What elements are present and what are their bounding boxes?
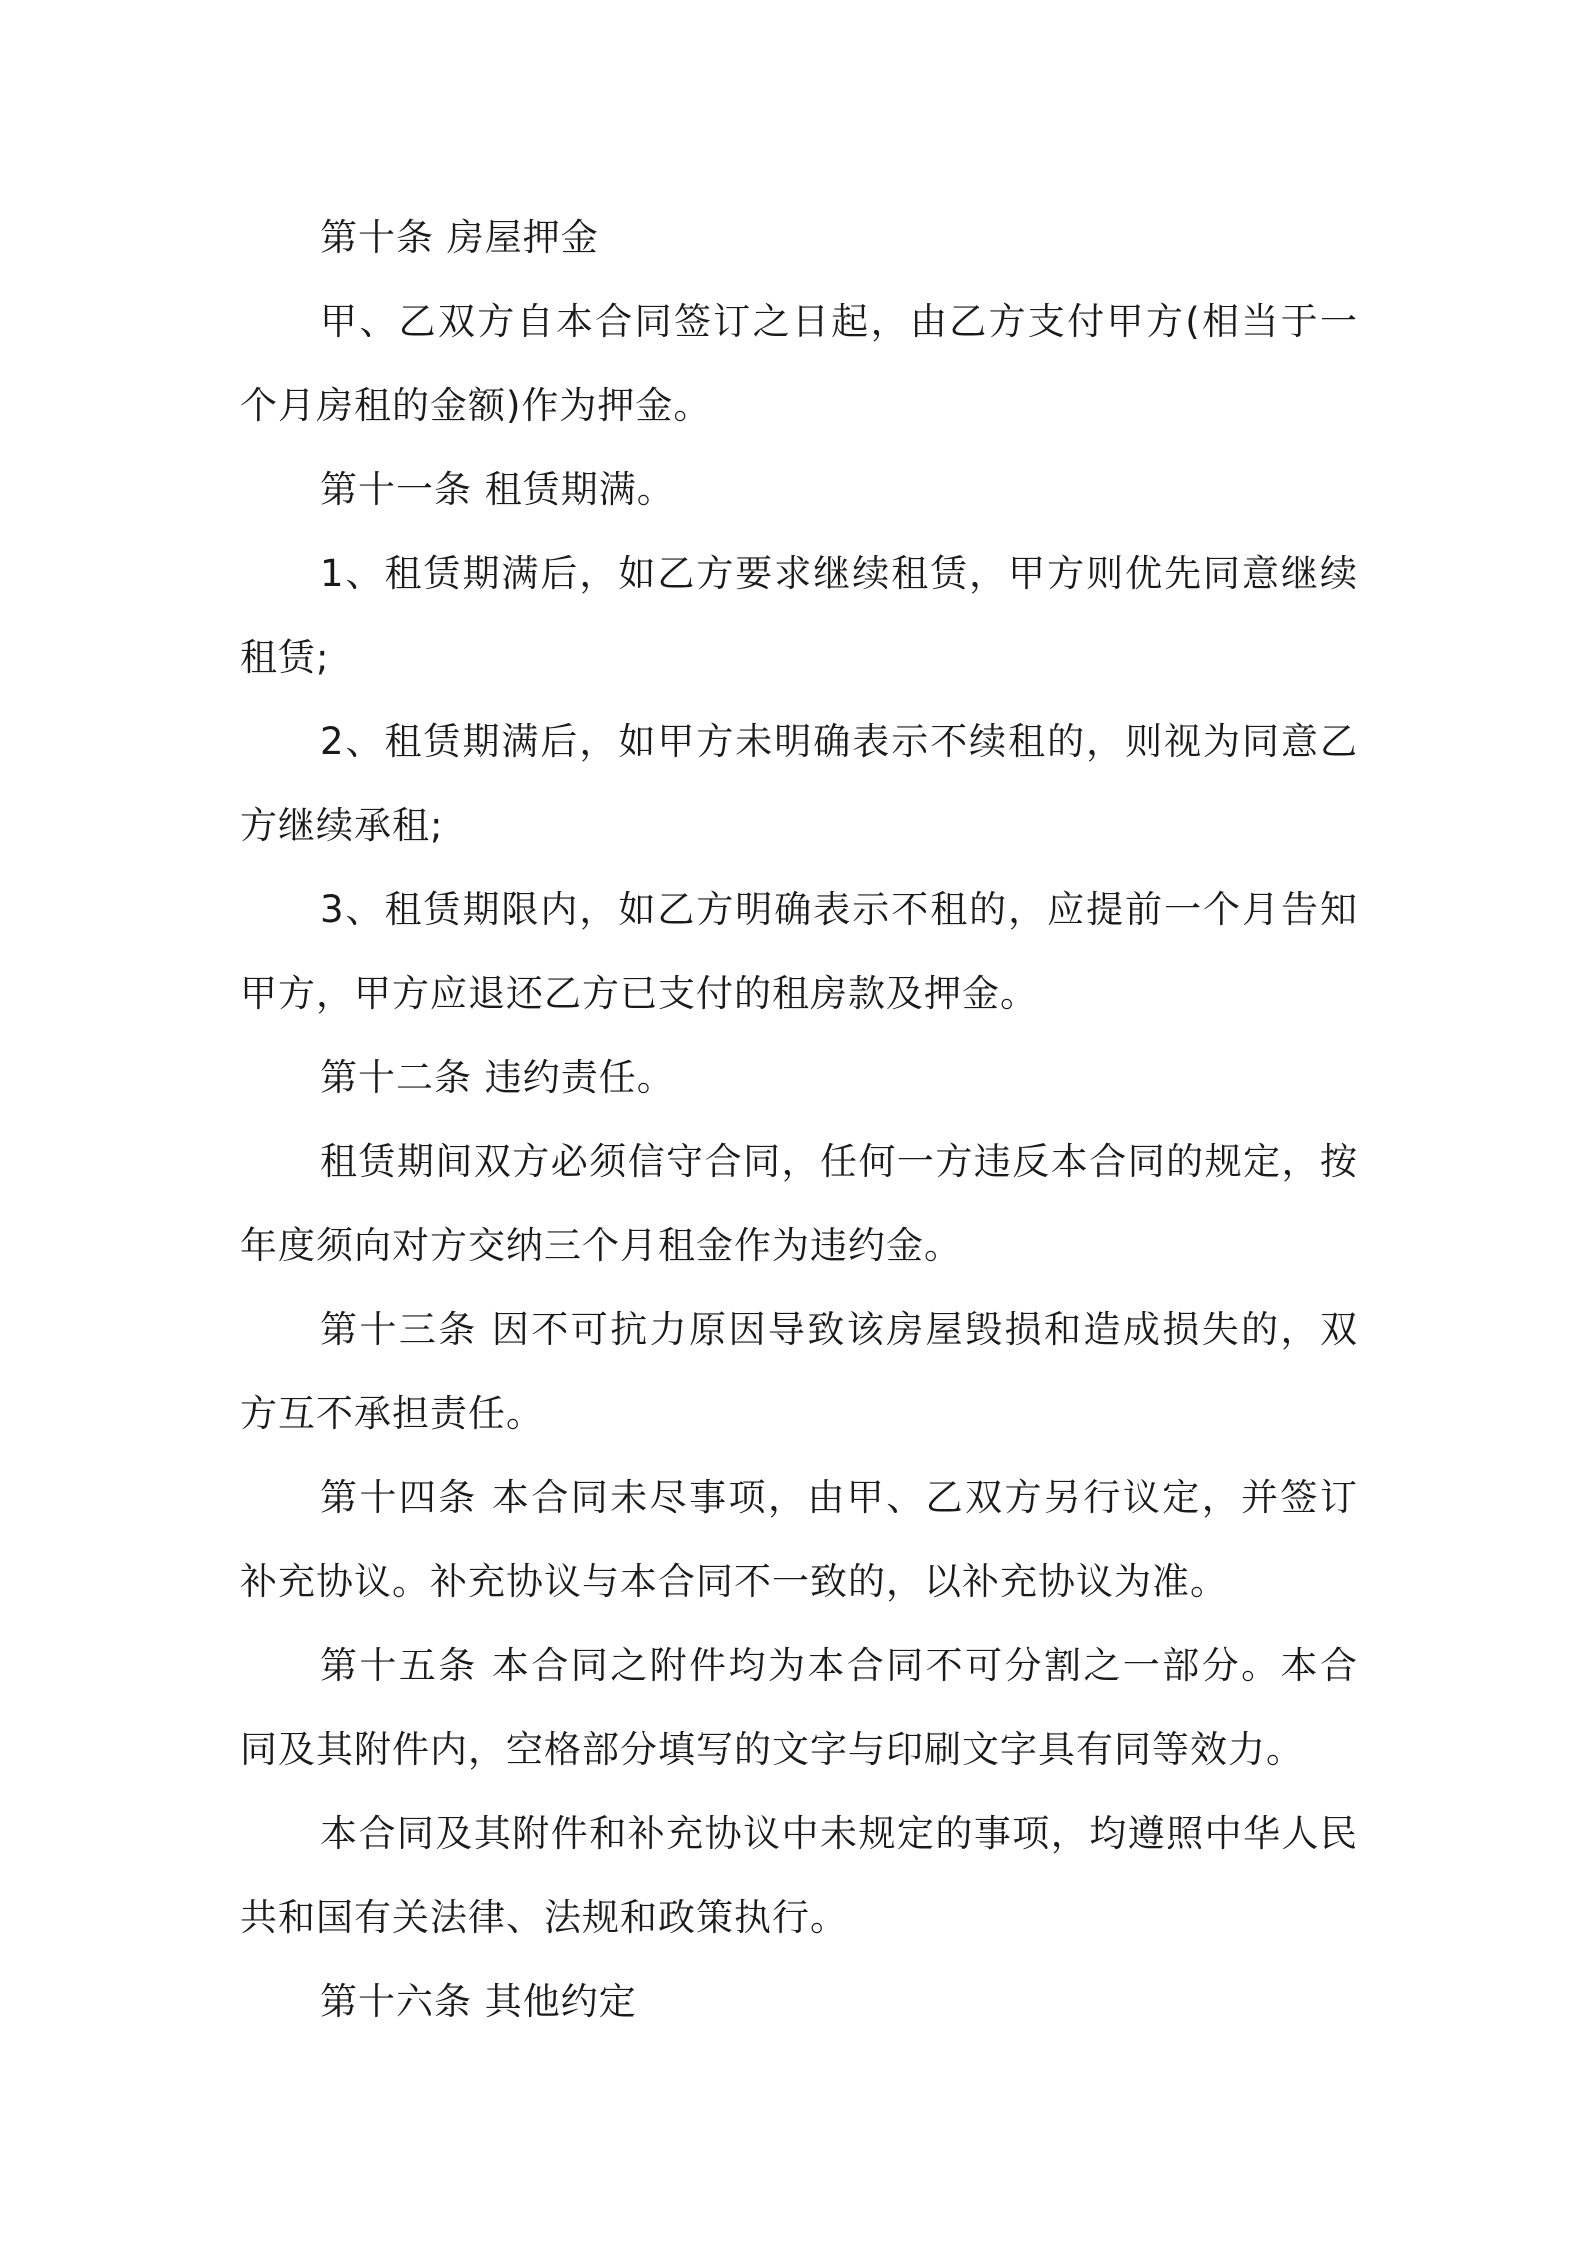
clause-10-heading: 第十条 房屋押金	[320, 216, 599, 259]
clause-11-item-2: 2、租赁期满后，如甲方未明确表示不续租的，则视为同意乙方继续承租;	[240, 720, 1358, 847]
clause-16-heading: 第十六条 其他约定	[320, 1980, 637, 2023]
clause-13: 第十三条 因不可抗力原因导致该房屋毁损和造成损失的，双方互不承担责任。	[240, 1308, 1358, 1435]
clause-11-heading: 第十一条 租赁期满。	[320, 468, 675, 511]
clause-10-body: 甲、乙双方自本合同签订之日起，由乙方支付甲方(相当于一个月房租的金额)作为押金。	[240, 300, 1358, 427]
clause-15: 第十五条 本合同之附件均为本合同不可分割之一部分。本合同及其附件内，空格部分填写的文字与印刷文字具有同等效力。	[240, 1644, 1358, 1771]
clause-12-heading: 第十二条 违约责任。	[320, 1056, 675, 1099]
clause-11-item-3: 3、租赁期限内，如乙方明确表示不租的，应提前一个月告知甲方，甲方应退还乙方已支付的租房款及押金。	[240, 888, 1358, 1015]
clause-11-item-1: 1、租赁期满后，如乙方要求继续租赁，甲方则优先同意继续租赁;	[240, 552, 1358, 679]
clause-12-body: 租赁期间双方必须信守合同，任何一方违反本合同的规定，按年度须向对方交纳三个月租金作为违约金。	[240, 1140, 1358, 1267]
clause-15-supplement: 本合同及其附件和补充协议中未规定的事项，均遵照中华人民共和国有关法律、法规和政策执行。	[240, 1812, 1358, 1939]
contract-text	[240, 196, 1358, 2044]
clause-14: 第十四条 本合同未尽事项，由甲、乙双方另行议定，并签订补充协议。补充协议与本合同不一致的，以补充协议为准。	[240, 1476, 1358, 1603]
